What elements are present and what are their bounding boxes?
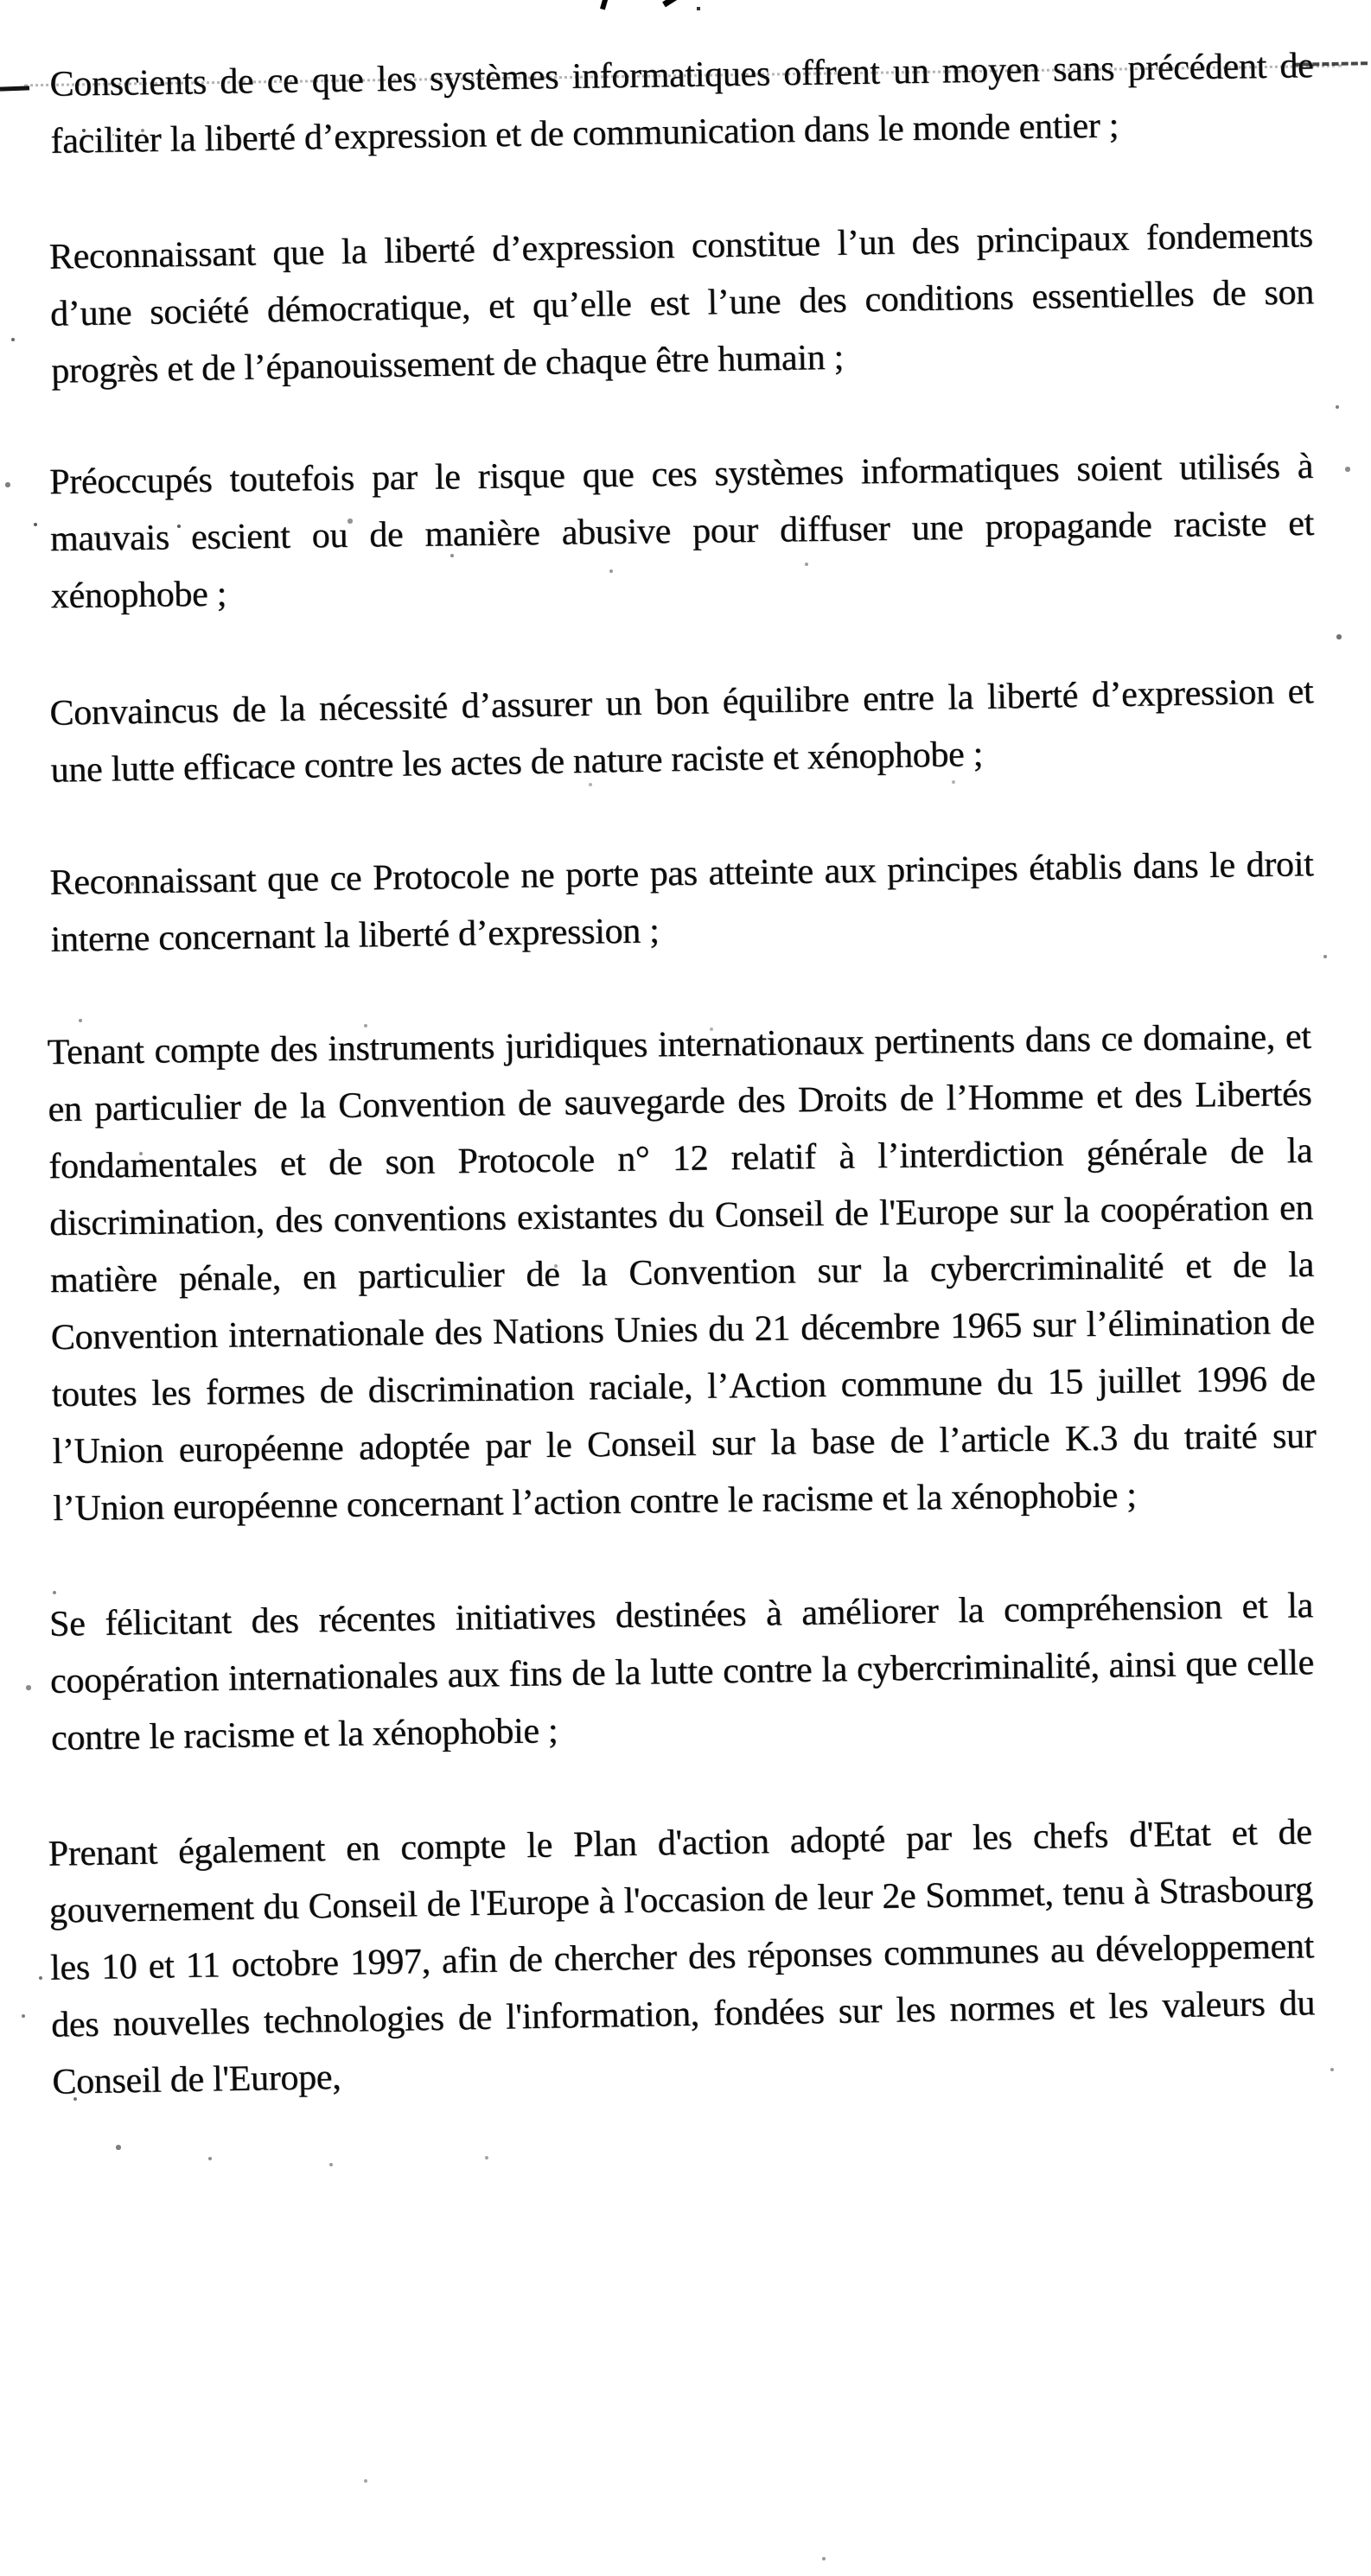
preamble-text-block — [47, 46, 1317, 2157]
paragraph-reconnaissant-protocole: Reconnaissant que ce Protocole ne porte pas atteinte aux principes établis dans le droit interne concernant la liberté d’expression ; — [49, 844, 1314, 960]
cutoff-header-artifact — [600, 0, 609, 10]
paragraph-prenant-egalement: Prenant également en compte le Plan d'action adopté par les chefs d'Etat et de gouvernement du Conseil de l'Europe à l'occasion de leur 2e Sommet, tenu à Strasbourg les 10 et 11 octobre 1997, afin de chercher des réponses communes au développement des nouvelles technologies de l'information, fondées sur les normes et les valeurs du Conseil de l'Europe, — [48, 1812, 1316, 2102]
paragraph-tenant-compte: Tenant compte des instruments juridiques internationaux pertinents dans ce domaine, et en particulier de la Convention de sauvegarde des Droits de l’Homme et des Libertés fondamentales et de son Protocole n° 12 relatif à l’interdiction générale de la discrimination, des conventions existantes du Conseil de l'Europe sur la coopération en matière pénale, en particulier de la Convention sur la cybercriminalité et de la Convention internationale des Nations Unies du 21 décembre 1965 sur l’élimination de toutes les formes de discrimination raciale, l’Action commune du 15 juillet 1996 de l’Union européenne adoptée par le Conseil sur la base de l’article K.3 du traité sur l’Union européenne concernant l’action contre le racisme et la xénophobie ; — [47, 1016, 1317, 1530]
paragraph-reconnaissant-liberte: Reconnaissant que la liberté d’expression constitue l’un des principaux fondements d’une société démocratique, et qu’elle est l’une des conditions essentielles de son progrès et de l’épanouissement de chaque être humain ; — [48, 215, 1315, 391]
scan-dash-left-margin — [0, 86, 29, 91]
scan-noise-speckles — [0, 0, 2, 2]
paragraph-conscients: Conscients de ce que les systèmes informatiques offrent un moyen sans précédent de faciliter la liberté d’expression et de communication dans le monde entier ; — [49, 46, 1314, 162]
paragraph-preoccupes: Préoccupés toutefois par le risque que ces systèmes informatiques soient utilisés à mauvais escient ou de manière abusive pour diffuser une propagande raciste et xénophobe ; — [48, 446, 1315, 617]
scan-speckle — [697, 7, 700, 10]
paragraph-se-felicitant: Se félicitant des récentes initiatives destinées à améliorer la compréhension et la coopération internationales aux fins de la lutte contre la cybercriminalité, ainsi que celle contre le racisme et la xénophobie ; — [48, 1586, 1315, 1759]
cutoff-header-artifact — [662, 0, 685, 7]
paragraph-convaincus: Convaincus de la nécessité d’assurer un bon équilibre entre la liberté d’expression et une lutte efficace contre les actes de nature raciste et xénophobe ; — [49, 671, 1314, 791]
